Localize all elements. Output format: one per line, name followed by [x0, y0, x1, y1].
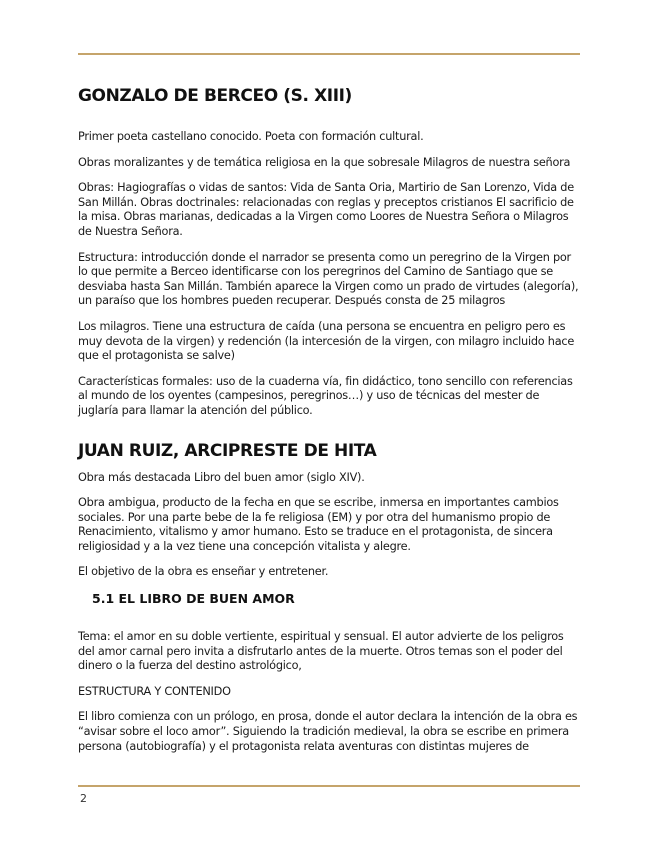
section-title-berceo: GONZALO DE BERCEO (S. XIII) [78, 86, 352, 106]
subsection-title-libro-buen-amor: 5.1 EL LIBRO DE BUEN AMOR [92, 591, 295, 607]
paragraph: Los milagros. Tiene una estructura de caída (una persona se encuentra en peligro pero es muy devota de la virgen) y redención (la intercesión de la virgen, con milagro incluido hace que el protagonista se salve) [78, 319, 575, 363]
paragraph: El objetivo de la obra es enseñar y entretener. [78, 565, 329, 579]
header-rule [78, 53, 580, 55]
paragraph: Obra ambigua, producto de la fecha en que se escribe, inmersa en importantes cambios sociales. Por una parte bebe de la fe religiosa (EM) y por otra del humanismo propio de Renacimiento, vitalismo y amor humano. Esto se traduce en el protagonista, de sincera religiosidad y a la vez tiene una concepción vitalista y alegre. [78, 496, 559, 553]
paragraph: Tema: el amor en su doble vertiente, espiritual y sensual. El autor advierte de los peligros del amor carnal pero invita a disfrutarlo antes de la muerte. Otros temas son el poder del dinero o la fuerza del destino astrológico, [78, 630, 564, 673]
paragraph: Estructura: introducción donde el narrador se presenta como un peregrino de la Virgen por lo que permite a Berceo identificarse con los peregrinos del Camino de Santiago que se desviaba hasta San Millán. También aparece la Virgen como un prado de virtudes (alegoría), un paraíso que los hombres pueden recuperar. Después consta de 25 milagros [78, 250, 579, 308]
section-title-juan-ruiz: JUAN RUIZ, ARCIPRESTE DE HITA [78, 440, 377, 461]
paragraph: Primer poeta castellano conocido. Poeta con formación cultural. [78, 130, 424, 143]
paragraph: El libro comienza con un prólogo, en prosa, donde el autor declara la intención de la obra es “avisar sobre el loco amor”. Siguiendo la tradición medieval, la obra se escribe en primera persona (autobiografía) y el protagonista relata aventuras con distintas mujeres de [78, 710, 578, 753]
paragraph: Obra más destacada Libro del buen amor (siglo XIV). [78, 470, 365, 484]
page-content [78, 86, 580, 765]
paragraph: Obras: Hagiografías o vidas de santos: Vida de Santa Oria, Martirio de San Lorenzo, Vida de San Millán. Obras doctrinales: relacionadas con reglas y preceptos cristianos El sacrificio de la misa. Obras marianas, dedicadas a la Virgen como Loores de Nuestra Señora o Milagros de Nuestra Señora. [78, 181, 574, 238]
paragraph: Características formales: uso de la cuaderna vía, fin didáctico, tono sencillo con referencias al mundo de los oyentes (campesinos, peregrinos…) y uso de técnicas del mester de juglaría para llamar la atención del público. [78, 374, 573, 417]
page-number: 2 [80, 792, 87, 805]
footer-rule [78, 785, 580, 787]
paragraph: Obras moralizantes y de temática religiosa en la que sobresale Milagros de nuestra señora [78, 155, 571, 169]
subheading-estructura: ESTRUCTURA Y CONTENIDO [78, 684, 231, 698]
